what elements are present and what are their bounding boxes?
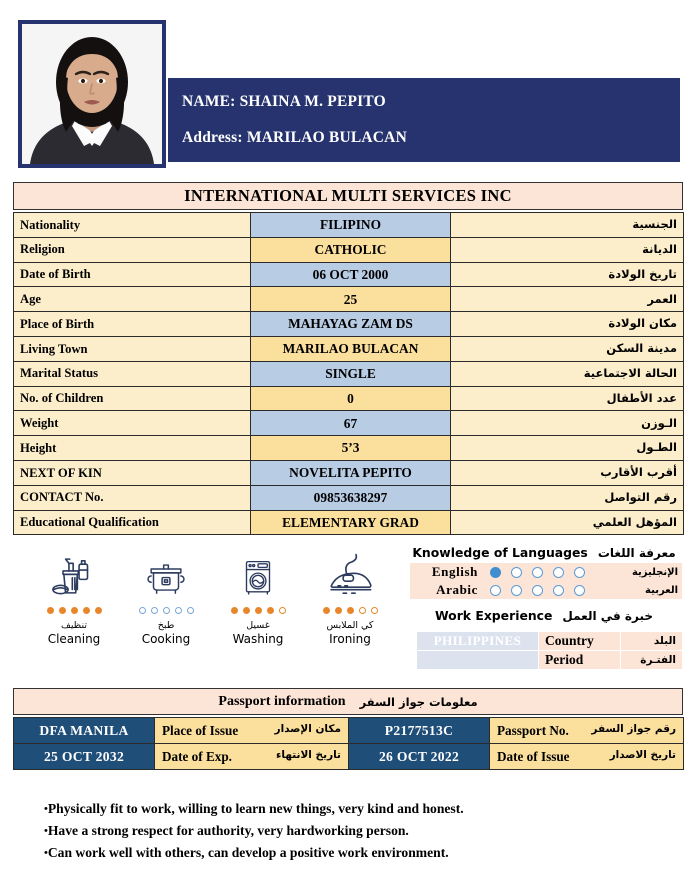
info-label: Date of Birth: [14, 262, 251, 287]
info-value: MAHAYAG ZAM DS: [251, 312, 451, 337]
work-experience-heading-en: Work Experience: [434, 608, 553, 623]
work-experience-label-arabic: البلد: [621, 632, 683, 651]
passport-label-en: Date of Issue: [497, 748, 570, 764]
languages-heading-en: Knowledge of Languages: [412, 545, 588, 560]
skill-rating-dot: [279, 607, 286, 614]
table-row: [14, 361, 684, 386]
remark-text: Have a strong respect for authority, very hardworking person.: [47, 823, 409, 839]
info-value: 0: [251, 386, 451, 411]
skill-label: Cleaning: [47, 632, 101, 646]
info-label: Religion: [14, 237, 251, 262]
skill-label: Ironing: [329, 632, 371, 646]
info-label: NEXT OF KIN: [14, 460, 251, 485]
passport-heading-en: Passport information: [218, 693, 346, 709]
info-value: CATHOLIC: [251, 237, 451, 262]
skill-rating-dot: [243, 607, 250, 614]
skill-rating: [120, 607, 212, 614]
info-label: Place of Birth: [14, 312, 251, 337]
info-value: FILIPINO: [251, 213, 451, 238]
skill-label: Cooking: [141, 632, 191, 646]
language-rating: [482, 563, 622, 581]
languages-body: [410, 563, 682, 599]
skill-rating-dot: [71, 607, 78, 614]
table-row: [14, 436, 684, 461]
skill-label-arabic: غسيل: [246, 620, 270, 631]
applicant-photo-frame: [18, 20, 166, 168]
skill-label: Washing: [232, 632, 284, 646]
remarks-list: [44, 798, 664, 864]
info-label: Living Town: [14, 336, 251, 361]
language-name-arabic: الإنجليزية: [622, 563, 682, 581]
info-label-arabic: الحالة الاجتماعية: [451, 361, 684, 386]
skill-item: [120, 548, 212, 646]
info-label-arabic: مكان الولادة: [451, 312, 684, 337]
passport-label: [155, 718, 349, 744]
cooking-pot-icon: [120, 548, 212, 600]
table-row: [14, 485, 684, 510]
info-value: 67: [251, 411, 451, 436]
info-value: NOVELITA PEPITO: [251, 460, 451, 485]
language-name-arabic: العربية: [622, 581, 682, 599]
info-value: 09853638297: [251, 485, 451, 510]
work-experience-label: Country: [539, 632, 621, 651]
passport-label: [155, 744, 349, 770]
passport-label-en: Place of Issue: [162, 722, 239, 738]
personal-info-body: [14, 213, 684, 535]
skill-rating-dot: [231, 607, 238, 614]
remark-text: Physically fit to work, willing to learn new things, very kind and honest.: [47, 801, 464, 816]
passport-label-arabic: مكان الإصدار: [274, 722, 341, 735]
skill-label-arabic: تنظيف: [60, 620, 87, 631]
info-value: SINGLE: [251, 361, 451, 386]
skills-section: [28, 548, 398, 646]
company-name: INTERNATIONAL MULTI SERVICES INC: [184, 186, 512, 205]
skill-label-arabic: كي الملابس: [326, 620, 374, 631]
passport-label-en: Date of Exp.: [162, 748, 232, 764]
table-row: [14, 262, 684, 287]
skill-rating: [212, 607, 304, 614]
info-label-arabic: الطـول: [451, 436, 684, 461]
languages-heading: [400, 545, 688, 560]
passport-table: [13, 717, 684, 770]
company-title-band: [13, 182, 683, 210]
info-label: CONTACT No.: [14, 485, 251, 510]
passport-label: [490, 718, 684, 744]
skill-item: [304, 548, 396, 646]
language-row: [410, 581, 682, 599]
skill-rating-dot: [139, 607, 146, 614]
language-rating-dot: [532, 567, 543, 578]
info-label-arabic: رقم التواصل: [451, 485, 684, 510]
passport-body: [14, 718, 684, 770]
applicant-address: Address: MARILAO BULACAN: [182, 129, 407, 146]
language-rating-dot: [490, 585, 501, 596]
table-row: [14, 213, 684, 238]
info-label: Weight: [14, 411, 251, 436]
passport-label-arabic: رقم جواز السفر: [591, 722, 676, 735]
language-name: Arabic: [410, 581, 482, 599]
info-label-arabic: عدد الأطفال: [451, 386, 684, 411]
passport-row: [14, 744, 684, 770]
info-label: Nationality: [14, 213, 251, 238]
info-value: 5’3: [251, 436, 451, 461]
skill-rating-dot: [47, 607, 54, 614]
applicant-photo: [22, 24, 162, 164]
passport-heading-ar: معلومات جواز السفر: [359, 694, 478, 709]
skill-rating-dot: [163, 607, 170, 614]
skill-rating-dot: [175, 607, 182, 614]
language-rating: [482, 581, 622, 599]
work-experience-label: Period: [539, 651, 621, 670]
skill-rating-dot: [323, 607, 330, 614]
work-experience-row: [417, 651, 683, 670]
language-rating-dot: [553, 567, 564, 578]
passport-label-arabic: تاريخ الاصدار: [609, 748, 676, 761]
passport-title-band: [13, 688, 683, 715]
table-row: [14, 386, 684, 411]
skill-rating: [28, 607, 120, 614]
bullet-icon: •: [44, 802, 48, 815]
language-rating-dot: [511, 567, 522, 578]
info-label-arabic: الجنسية: [451, 213, 684, 238]
languages-table: [410, 563, 682, 599]
passport-value: P2177513C: [349, 718, 490, 744]
work-experience-table: [416, 631, 683, 670]
languages-heading-ar: معرفة اللغات: [597, 545, 676, 560]
info-label-arabic: الديانة: [451, 237, 684, 262]
language-rating-dot: [490, 567, 501, 578]
skill-rating-dot: [187, 607, 194, 614]
work-experience-heading-ar: خبرة في العمل: [562, 608, 654, 623]
skill-rating-dot: [267, 607, 274, 614]
work-experience-heading: [400, 608, 688, 623]
washing-machine-icon: [212, 548, 304, 600]
name-address-band: [168, 78, 680, 162]
info-value: ELEMENTARY GRAD: [251, 510, 451, 535]
info-label-arabic: أقرب الأقارب: [451, 460, 684, 485]
table-row: [14, 312, 684, 337]
skill-rating-dot: [255, 607, 262, 614]
skill-rating-dot: [359, 607, 366, 614]
table-row: [14, 336, 684, 361]
language-rating-dot: [574, 567, 585, 578]
info-label-arabic: العمر: [451, 287, 684, 312]
language-rating-dot: [553, 585, 564, 596]
info-label-arabic: تاريخ الولادة: [451, 262, 684, 287]
skill-rating-dot: [371, 607, 378, 614]
info-label: No. of Children: [14, 386, 251, 411]
skill-rating: [304, 607, 396, 614]
info-label: Marital Status: [14, 361, 251, 386]
work-experience-value: [417, 651, 539, 670]
skill-rating-dot: [83, 607, 90, 614]
passport-value: 25 OCT 2032: [14, 744, 155, 770]
language-name: English: [410, 563, 482, 581]
work-experience-label-arabic: الفتـرة: [621, 651, 683, 670]
passport-label-arabic: تاريخ الانتهاء: [276, 748, 341, 761]
info-value: MARILAO BULACAN: [251, 336, 451, 361]
passport-label: [490, 744, 684, 770]
info-label-arabic: المؤهل العلمي: [451, 510, 684, 535]
info-label-arabic: الـوزن: [451, 411, 684, 436]
language-rating-dot: [532, 585, 543, 596]
language-rating-dot: [574, 585, 585, 596]
cleaning-supplies-icon: [28, 548, 120, 600]
passport-value: 26 OCT 2022: [349, 744, 490, 770]
info-label-arabic: مدينة السكن: [451, 336, 684, 361]
skill-rating-dot: [95, 607, 102, 614]
skill-item: [212, 548, 304, 646]
bullet-icon: •: [44, 824, 48, 837]
passport-value: DFA MANILA: [14, 718, 155, 744]
skill-rating-dot: [347, 607, 354, 614]
skill-item: [28, 548, 120, 646]
header-zone: [0, 0, 696, 180]
skill-label-arabic: طبخ: [157, 620, 175, 631]
portrait-illustration: [22, 24, 162, 164]
remark-item: [44, 798, 664, 820]
info-label: Educational Qualification: [14, 510, 251, 535]
language-row: [410, 563, 682, 581]
info-value: 06 OCT 2000: [251, 262, 451, 287]
passport-row: [14, 718, 684, 744]
skill-rating-dot: [335, 607, 342, 614]
info-label: Height: [14, 436, 251, 461]
applicant-name: NAME: SHAINA M. PEPITO: [182, 93, 386, 110]
bullet-icon: •: [44, 847, 48, 859]
table-row: [14, 460, 684, 485]
skill-rating-dot: [59, 607, 66, 614]
remark-item: [44, 842, 664, 864]
table-row: [14, 510, 684, 535]
work-experience-value: PHILIPPINES: [417, 632, 539, 651]
work-experience-body: [417, 632, 683, 670]
language-rating-dot: [511, 585, 522, 596]
personal-info-table: [13, 212, 684, 535]
table-row: [14, 237, 684, 262]
info-label: Age: [14, 287, 251, 312]
passport-label-en: Passport No.: [497, 722, 569, 738]
skill-rating-dot: [151, 607, 158, 614]
remark-item: [44, 820, 664, 842]
table-row: [14, 411, 684, 436]
iron-icon: [304, 548, 396, 600]
remark-text: Can work well with others, can develop a positive work environment.: [47, 845, 449, 861]
table-row: [14, 287, 684, 312]
info-value: 25: [251, 287, 451, 312]
work-experience-row: [417, 632, 683, 651]
